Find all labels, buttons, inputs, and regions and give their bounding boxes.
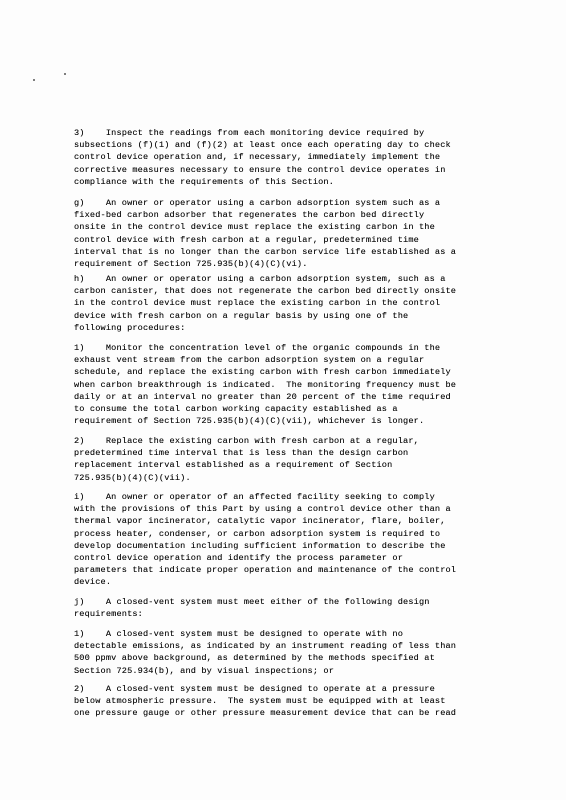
scan-speck <box>33 79 35 81</box>
paragraph-h1: 1) Monitor the concentration level of the organic compounds in the exhaust vent stream from the carbon adsorption system on a regular schedule, and replace the existing carbon with fresh carbon immediately when carbon breakthrough is indicated. The monitoring frequency must be daily or at an interval no greater than 20 percent of the time required to consume the total carbon working capacity established as a requirement of Section 725.935(b)(4)(C)(vii), whichever is longer. <box>74 343 457 427</box>
paragraph-i: i) An owner or operator of an affected facility seeking to comply with the provisions of this Part by using a control device other than a thermal vapor incinerator, catalytic vapor incinerator, flare, boiler, process heater, condenser, or carbon adsorption system is required to develop documentation including sufficient information to describe the control device operation and identify the process parameter or parameters that indicate proper operation and maintenance of the control device. <box>74 492 457 588</box>
paragraph-j2: 2) A closed-vent system must be designed to operate at a pressure below atmospheric pressure. The system must be equipped with at least one pressure gauge or other pressure measurement device that can be read <box>74 684 457 719</box>
paragraph-g: g) An owner or operator using a carbon adsorption system such as a fixed-bed carbon adsorber that regenerates the carbon bed directly onsite in the control device must replace the existing carbon in the control device with fresh carbon at a regular, predetermined time interval that is no longer than the carbon service life established as a requirement of Section 725.935(b)(4)(C)(vi). <box>74 198 457 270</box>
paragraph-j1: 1) A closed-vent system must be designed to operate with no detectable emissions, as indicated by an instrument reading of less than 500 ppmv above background, as determined by the methods specified at Section 725.934(b), and by visual inspections; or <box>74 629 457 676</box>
paragraph-h2: 2) Replace the existing carbon with fresh carbon at a regular, predetermined time interval that is less than the design carbon replacement interval established as a requirement of Section 725.935(b)(4)(C)(vii). <box>74 436 419 483</box>
paragraph-j: j) A closed-vent system must meet either of the following design requirements: <box>74 597 430 620</box>
paragraph-h: h) An owner or operator using a carbon adsorption system, such as a carbon canister, that does not regenerate the carbon bed directly onsite in the control device must replace the existing carbon in the control device with fresh carbon on a regular basis by using one of the following procedures: <box>74 274 457 333</box>
scan-speck <box>64 73 66 75</box>
paragraph-f3: 3) Inspect the readings from each monitoring device required by subsections (f)(1) and (f)(2) at least once each operating day to check control device operation and, if necessary, immediately implement the corrective measures necessary to ensure the control device operates in compliance with the requirements of this Section. <box>74 128 451 187</box>
